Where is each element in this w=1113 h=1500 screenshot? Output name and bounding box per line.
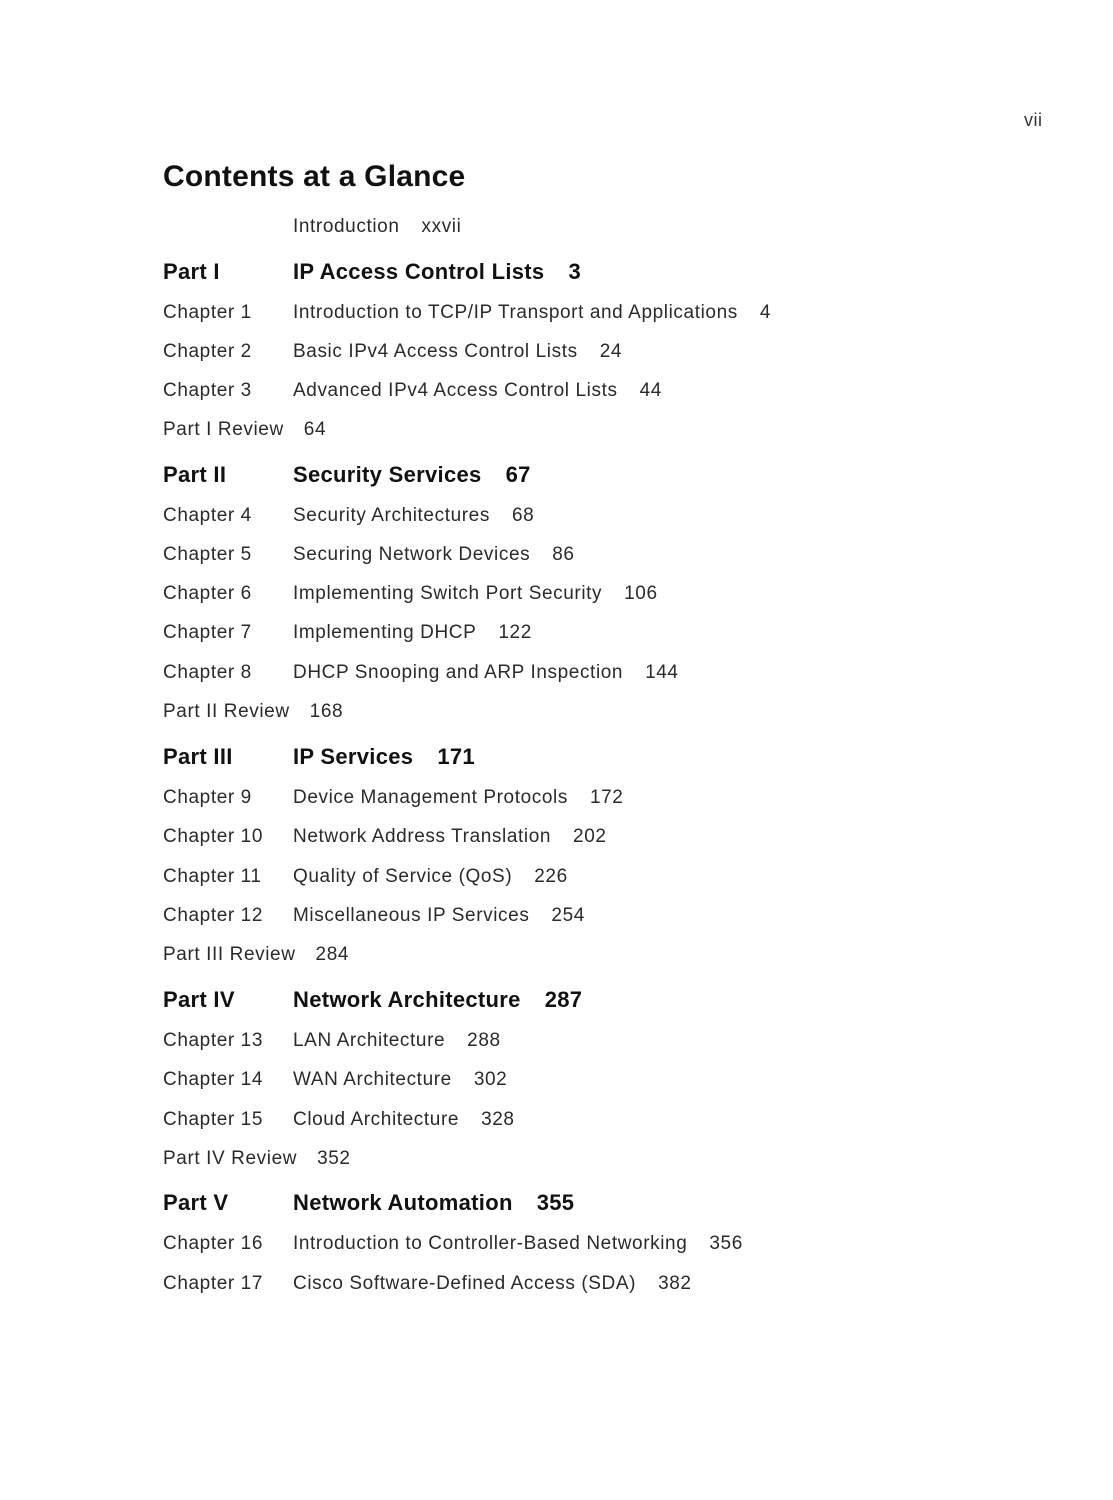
chapter-page: 226 [534, 866, 568, 887]
part-title: IP Services [293, 744, 414, 769]
review-label: Part III Review [163, 944, 296, 965]
part-label: Part V [163, 1190, 229, 1215]
review-label: Part I Review [163, 419, 284, 440]
chapter-page: 288 [467, 1030, 501, 1051]
part-title: IP Access Control Lists [293, 259, 545, 284]
chapter-title: Miscellaneous IP Services [293, 905, 530, 926]
chapter-page: 144 [645, 662, 679, 683]
chapter-label: Chapter 5 [163, 544, 252, 565]
chapter-page: 4 [759, 302, 772, 323]
part-label: Part I [163, 259, 220, 284]
chapter-label: Chapter 10 [163, 826, 264, 847]
part-page: 3 [568, 259, 581, 284]
chapter-label: Chapter 17 [163, 1273, 264, 1294]
chapter-label: Chapter 9 [163, 787, 252, 808]
chapter-title: Network Address Translation [293, 826, 552, 847]
chapter-title: Implementing Switch Port Security [293, 583, 603, 604]
chapter-page: 122 [498, 622, 532, 643]
chapter-page: 356 [709, 1233, 743, 1254]
part-label: Part III [163, 744, 233, 769]
chapter-label: Chapter 2 [163, 341, 252, 362]
chapter-label: Chapter 4 [163, 505, 252, 526]
part-page: 287 [544, 987, 583, 1012]
chapter-label: Chapter 14 [163, 1069, 264, 1090]
chapter-title: Securing Network Devices [293, 544, 531, 565]
chapter-title: Introduction to TCP/IP Transport and Applications [293, 302, 738, 323]
chapter-label: Chapter 16 [163, 1233, 264, 1254]
chapter-page: 24 [599, 341, 623, 362]
chapter-label: Chapter 1 [163, 302, 252, 323]
chapter-title: WAN Architecture [293, 1069, 452, 1090]
part-page: 355 [536, 1190, 575, 1215]
chapter-title: Quality of Service (QoS) [293, 866, 513, 887]
chapter-page: 328 [481, 1109, 515, 1130]
chapter-page: 382 [658, 1273, 692, 1294]
part-title: Network Automation [293, 1190, 513, 1215]
review-page: 64 [303, 419, 327, 440]
chapter-label: Chapter 7 [163, 622, 252, 643]
review-page: 352 [317, 1148, 351, 1169]
chapter-page: 172 [589, 787, 624, 808]
chapter-label: Chapter 3 [163, 380, 252, 401]
part-title: Network Architecture [293, 987, 521, 1012]
chapter-label: Chapter 8 [163, 662, 252, 683]
part-label: Part II [163, 462, 227, 487]
review-page: 168 [309, 701, 344, 722]
chapter-title: Advanced IPv4 Access Control Lists [293, 380, 618, 401]
chapter-page: 302 [473, 1069, 508, 1090]
chapter-title: Security Architectures [293, 505, 490, 526]
chapter-title: DHCP Snooping and ARP Inspection [293, 662, 624, 683]
chapter-page: 106 [624, 583, 658, 604]
part-label: Part IV [163, 987, 235, 1012]
chapter-title: Cloud Architecture [293, 1109, 460, 1130]
review-page: 284 [315, 944, 350, 965]
part-title: Security Services [293, 462, 482, 487]
chapter-page: 44 [639, 380, 662, 401]
chapter-title: LAN Architecture [293, 1030, 446, 1051]
review-label: Part IV Review [163, 1148, 298, 1169]
chapter-label: Chapter 11 [163, 866, 262, 887]
entry-title: Introduction [293, 216, 400, 237]
chapter-page: 202 [573, 826, 607, 847]
chapter-label: Chapter 12 [163, 905, 264, 926]
chapter-title: Device Management Protocols [293, 787, 568, 808]
chapter-title: Implementing DHCP [293, 622, 477, 643]
chapter-label: Chapter 13 [163, 1030, 264, 1051]
chapter-label: Chapter 15 [163, 1109, 264, 1130]
page-title: Contents at a Glance [163, 160, 466, 193]
chapter-title: Cisco Software-Defined Access (SDA) [293, 1273, 637, 1294]
page-number: vii [1024, 110, 1043, 130]
chapter-label: Chapter 6 [163, 583, 252, 604]
part-page: 67 [505, 462, 531, 487]
review-label: Part II Review [163, 701, 290, 722]
entry-page: xxvii [421, 216, 462, 237]
part-page: 171 [437, 744, 475, 769]
chapter-title: Basic IPv4 Access Control Lists [293, 341, 578, 362]
chapter-page: 254 [551, 905, 585, 926]
chapter-title: Introduction to Controller-Based Networking [293, 1233, 688, 1254]
chapter-page: 86 [552, 544, 575, 565]
chapter-page: 68 [511, 505, 535, 526]
